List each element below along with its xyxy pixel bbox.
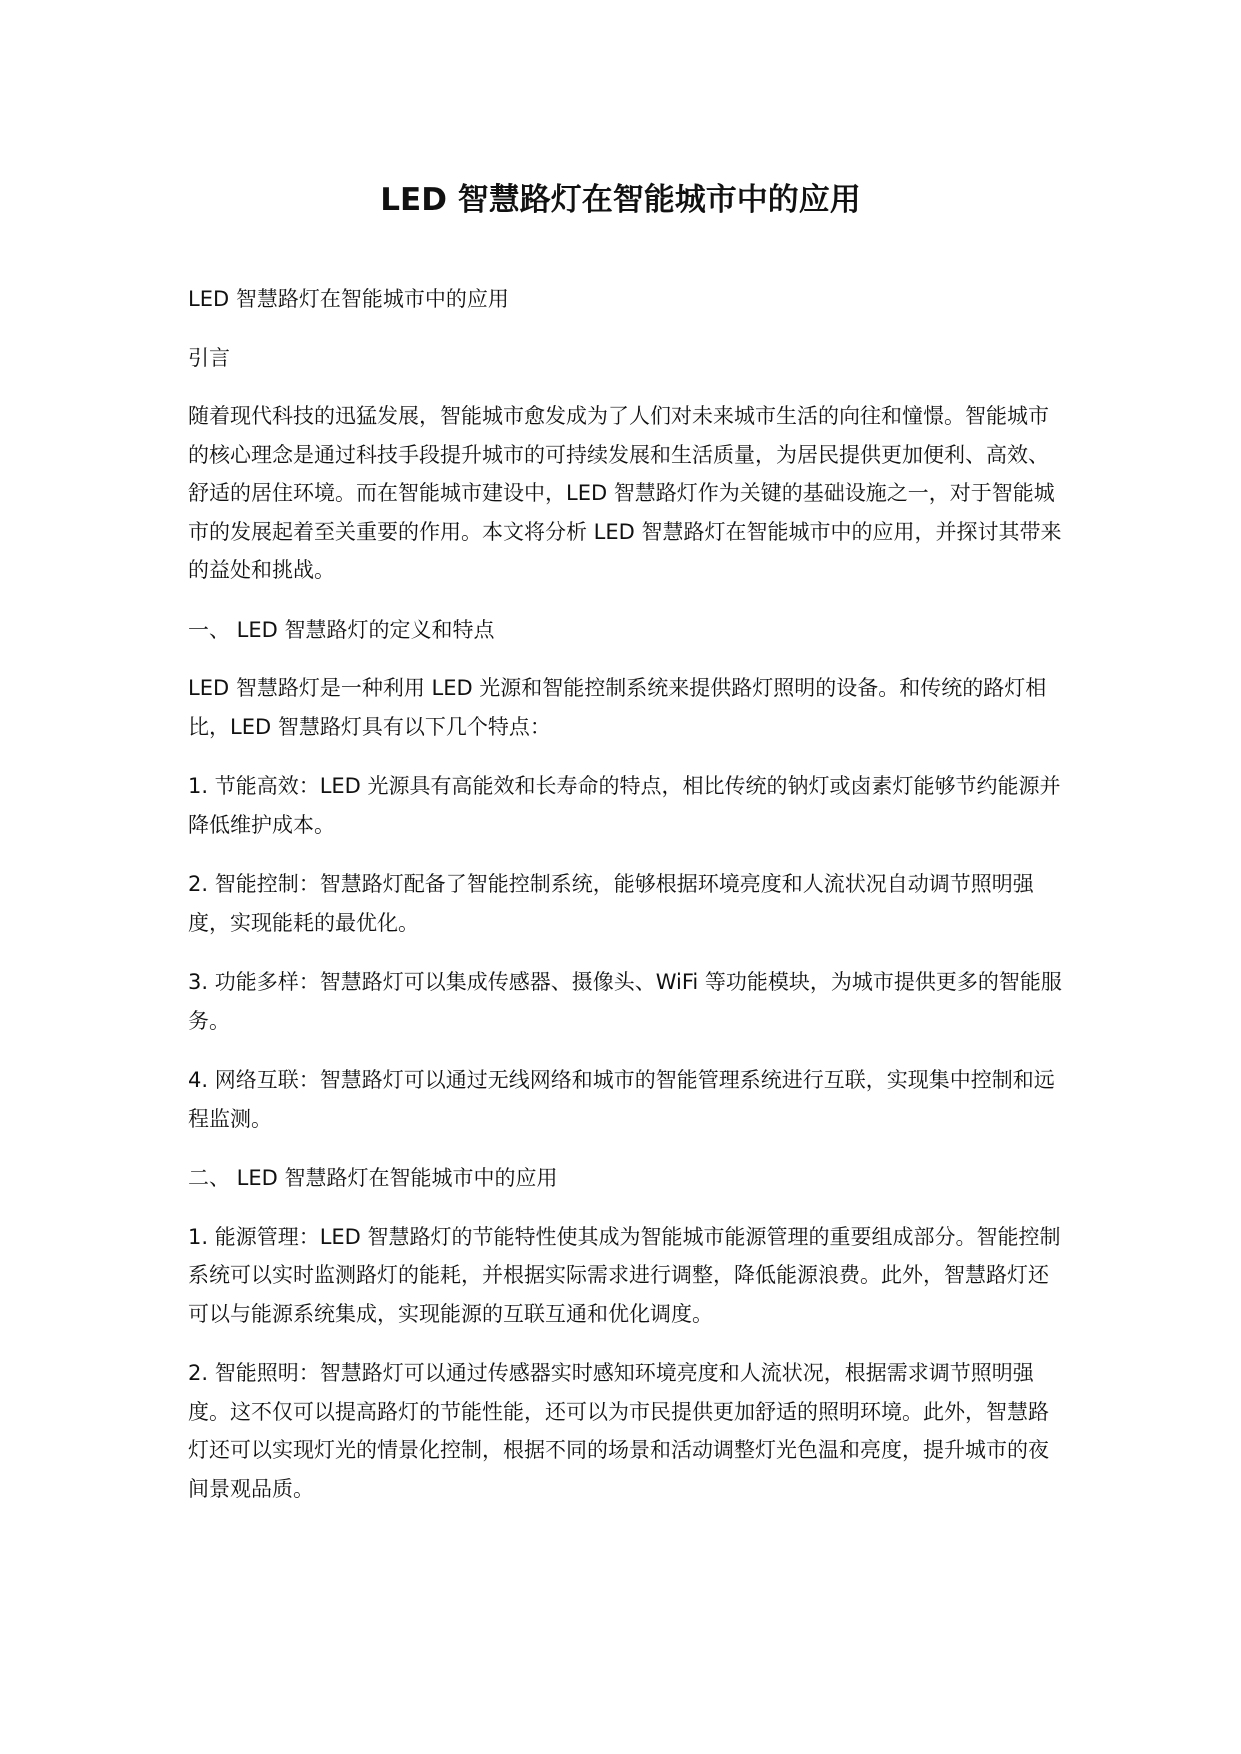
section-heading-introduction: 引言 xyxy=(188,345,230,370)
document-body xyxy=(188,280,1068,1529)
application-item-1: 1. 能源管理：LED 智慧路灯的节能特性使其成为智能城市能源管理的重要组成部分。智能控制系统可以实时监测路灯的能耗，并根据实际需求进行调整，降低能源浪费。此外，智慧路灯还可以与能源系统集成，实现能源的互联互通和优化调度。 xyxy=(188,1224,1061,1326)
definition-paragraph: LED 智慧路灯是一种利用 LED 光源和智能控制系统来提供路灯照明的设备。和传统的路灯相比，LED 智慧路灯具有以下几个特点： xyxy=(188,676,1047,739)
feature-item-2: 2. 智能控制：智慧路灯配备了智能控制系统，能够根据环境亮度和人流状况自动调节照明强度，实现能耗的最优化。 xyxy=(188,872,1034,935)
feature-item-4: 4. 网络互联：智慧路灯可以通过无线网络和城市的智能管理系统进行互联，实现集中控制和远程监测。 xyxy=(188,1068,1055,1131)
section-heading-2: 二、 LED 智慧路灯在智能城市中的应用 xyxy=(188,1166,558,1190)
feature-item-1: 1. 节能高效：LED 光源具有高能效和长寿命的特点，相比传统的钠灯或卤素灯能够节约能源并降低维护成本。 xyxy=(188,774,1061,837)
document-title: LED 智慧路灯在智能城市中的应用 xyxy=(380,182,861,218)
application-item-2: 2. 智能照明：智慧路灯可以通过传感器实时感知环境亮度和人流状况，根据需求调节照明强度。这不仅可以提高路灯的节能性能，还可以为市民提供更加舒适的照明环境。此外，智慧路灯还可以实现灯光的情景化控制，根据不同的场景和活动调整灯光色温和亮度，提升城市的夜间景观品质。 xyxy=(188,1361,1049,1501)
feature-item-3: 3. 功能多样：智慧路灯可以集成传感器、摄像头、WiFi 等功能模块，为城市提供更多的智能服务。 xyxy=(188,970,1062,1033)
subtitle-paragraph: LED 智慧路灯在智能城市中的应用 xyxy=(188,287,509,311)
section-heading-1: 一、 LED 智慧路灯的定义和特点 xyxy=(188,617,495,642)
intro-paragraph: 随着现代科技的迅猛发展，智能城市愈发成为了人们对未来城市生活的向往和憧憬。智能城市的核心理念是通过科技手段提升城市的可持续发展和生活质量，为居民提供更加便利、高效、舒适的居住环境。而在智能城市建设中，LED 智慧路灯作为关键的基础设施之一，对于智能城市的发展起着至关重要的作用。本文将分析 LED 智慧路灯在智能城市中的应用，并探讨其带来的益处和挑战。 xyxy=(188,404,1062,582)
